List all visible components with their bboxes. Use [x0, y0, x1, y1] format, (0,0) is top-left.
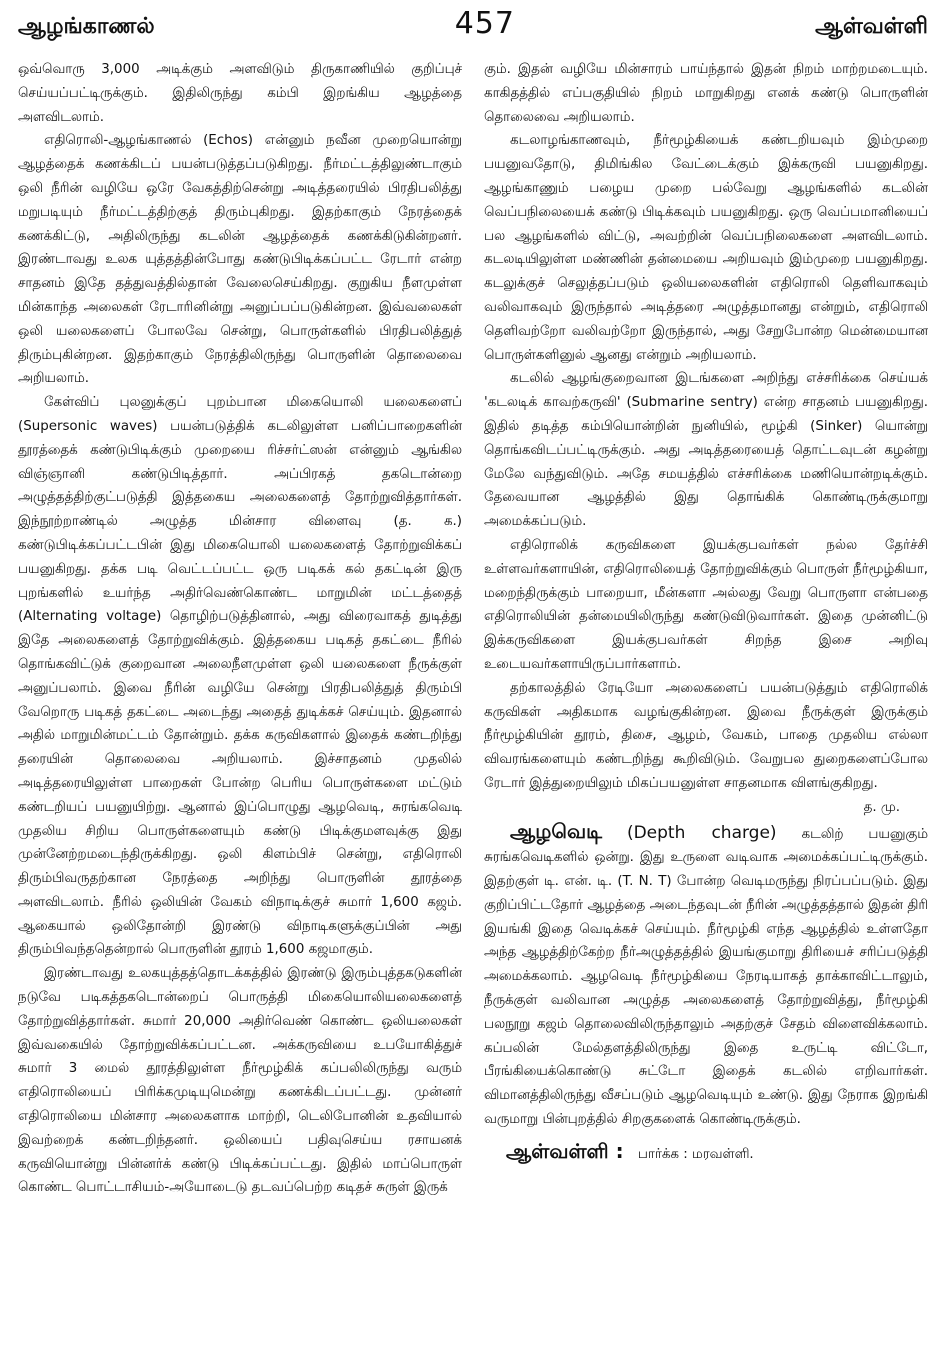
crossref-headword: ஆள்வள்ளி : — [506, 1138, 624, 1163]
left-paragraph-1: ஒவ்வொரு 3,000 அடிக்கும் அளவிடும் திருகாணியில் குறிப்புச் செய்யப்பட்டிருக்கும். இதிலிருந்து கம்பி இறங்கிய ஆழத்தை அளவிடலாம். — [18, 62, 462, 125]
right-column — [484, 58, 928, 1348]
left-column — [18, 58, 462, 1348]
running-head — [18, 6, 928, 50]
running-head-right: ஆள்வள்ளி — [815, 14, 928, 39]
author-signature: த. மு. — [863, 799, 900, 815]
entry-body: கடலிற் பயனுகும் சுரங்கவெடிகளில் ஒன்று. இது உருளை வடிவாக அமைக்கப்பட்டிருக்கும். இதற்குள் டி. என். டி. (T. N. T) போன்ற வெடிமருந்து நிரப்பப்படும். இது குறிப்பிட்டதோர் ஆழத்தை அடைந்தவுடன் நீரின் அழுத்தத்தால் இதன் திரி இயங்கி இதை வெடிக்கச் செய்யும். நீர்மூழ்கி எந்த ஆழத்தில் உள்ளதோ அந்த ஆழத்திற்கேற்ற நீர்அழுத்தத்தில் இயங்குமாறு திரியைச் சரிப்படுத்தி அமைக்கலாம். ஆழவெடி நீர்மூழ்கியை நேரடியாகத் தாக்காவிட்டாலும், நீருக்குள் வலிவான அழுத்த அலைகளைத் தோற்றுவித்து, நீர்மூழ்கி பலநூறு கஜம் தொலைவிலிருந்தாலும் அதற்குச் சேதம் விளைவிக்கலாம். கப்பலின் மேல்தளத்திலிருந்து இதை உருட்டி விட்டோ, பீரங்கியைக்கொண்டு சுட்டோ இதைக் கடலில் எறிவார்கள். விமானத்திலிருந்து வீசப்படும் ஆழவெடியும் உண்டு. இது நேராக இறங்கி வருமாறு பின்புறத்தில் சிறகுகளைக் கொண்டிருக்கும். — [484, 826, 928, 1128]
running-head-left: ஆழங்காணல் — [18, 14, 155, 39]
right-paragraph-4: எதிரொலிக் கருவிகளை இயக்குபவர்கள் நல்ல தேர்ச்சி உள்ளவர்களாயின், எதிரொலியைத் தோற்றுவிக்கும் பொருள் நீர்மூழ்கியா, மறைந்திருக்கும் பாறையா, மீன்களா அல்லது வேறு பொருளா என்பதை எதிரொலியின் தன்மையிலிருந்து கண்டுவிடுவார்கள். இதை முன்னிட்டு இக்கருவிகளை இயக்குபவர்கள் சிறந்த இசை அறிவு உடையவர்களாயிருப்பார்களாம். — [484, 537, 928, 672]
right-paragraph-3: கடலில் ஆழங்குறைவான இடங்களை அறிந்து எச்சரிக்கை செய்யக் 'கடலடிக் காவற்கருவி' (Submarine sentry) என்ற சாதனம் பயனுகிறது. இதில் தடித்த கம்பியொன்றின் நுனியில், மூழ்கி (Sinker) யொன்று தொங்கவிடப்பட்டிருக்கும். அது அடித்தரையைத் தொட்டவுடன் கழன்று மேலே வந்துவிடும். அதே சமயத்தில் எச்சரிக்கை மணியொன்றடிக்கும். தேவையான ஆழத்தில் இது தொங்கிக் கொண்டிருக்குமாறு அமைக்கப்படும். — [484, 371, 928, 530]
entry-headword: ஆழவெடி — [510, 818, 603, 843]
left-paragraph-3: கேள்விப் புலனுக்குப் புறம்பான மிகையொலி யலைகளைப் (Supersonic waves) பயன்படுத்திக் கடலிலுள்ள பனிப்பாறைகளின் தூரத்தைக் கண்டுபிடிக்கும் முறையை ரிச்சர்ட்ஸன் என்னும் ஆங்கில விஞ்ஞானி கண்டுபிடித்தார். அப்பிரகத் தகடொன்றை அழுத்தத்திற்குட்படுத்தி இத்தகைய அலைகளைத் தோற்றுவித்தார்கள். இந்நூற்றாண்டில் அழுத்த மின்சார விளைவு (த. க.) கண்டுபிடிக்கப்பட்டபின் இது மிகையொலி யலைகளைத் தோற்றுவிக்கப் பயனுகிறது. தக்க படி வெட்டப்பட்ட ஒரு படிகக் கல் தகட்டின் இரு புறங்களில் உயர்ந்த அதிர்வெண்கொண்ட மாறுமின் மட்டத்தைத் (Alternating voltage) தொழிற்படுத்தினால், அது விரைவாகத் துடித்து இதே அலைகளைத் தோற்றுவிக்கும். இத்தகைய படிகத் தகட்டை நீரில் தொங்கவிட்டுக் குறைவான அலைநீளமுள்ள ஒலி யலைகளை நீருக்குள் அனுப்பலாம். இவை நீரின் வழியே சென்று பிரதிபலித்துத் திரும்பி வேறொரு படிகத் தகட்டை அடைந்து அதைத் துடிக்கச் செய்யும். இதனால் அதில் மாறுமின்மட்டம் தோன்றும். தக்க கருவிகளால் இதைக் கண்டறிந்து தரையின் தொலைவை அறியலாம். இச்சாதனம் முதலில் அடித்தரையிலுள்ள பாறைகள் போன்ற பெரிய பொருள்களை மட்டும் கண்டறியப் பயனுயிற்று. ஆனால் இப்பொழுது ஆழவெடி, சுரங்கவெடி முதலிய சிறிய பொருள்களையும் கண்டு பிடிக்குமளவுக்கு இது முன்னேற்றமடைந்திருக்கிறது. ஒலி கிளம்பிச் சென்று, எதிரொலி திரும்பிவருதற்கான நேரத்தை அறிந்து பொருளின் தூரத்தை அளவிடலாம். நீரில் ஒலியின் வேகம் விநாடிக்குச் சுமார் 1,600 கஜம். ஆகையால் ஒலிதோன்றி இரண்டு விநாடிகளுக்குப்பின் அது திரும்பிவந்ததென்றால் பொருளின் தூரம் 1,600 கஜமாகும். — [18, 395, 462, 958]
right-paragraph-2: கடலாழங்காணவும், நீர்மூழ்கியைக் கண்டறியவும் இம்முறை பயனுவதோடு, திமிங்கில வேட்டைக்கும் இக்கருவி பயனுகிறது. ஆழங்காணும் பழைய முறை பல்வேறு ஆழங்களில் கடலின் வெப்பநிலையைக் கண்டு பிடிக்கவும் பயனுகிறது. ஒரு வெப்பமானியைப் பல ஆழங்களில் விட்டு, அவற்றின் வெப்பநிலைகளை அளவிடலாம். கடலடியிலுள்ள மண்ணின் தன்மையை அறியவும் இம்முறை பயனுகிறது. கடலுக்குச் செலுத்தப்படும் ஒலியலைகளின் எதிரொலி தெளிவாகவும் வலிவாகவும் இருந்தால் அடித்தரை அழுத்தமானது என்றும், எதிரொலி தெளிவற்றோ வலிவற்றோ இருந்தால், அது சேறுபோன்ற மென்மையான பொருள்களினுல் ஆனது என்றும் அறியலாம். — [484, 133, 928, 363]
entry-english-gloss: (Depth charge) — [626, 822, 777, 843]
right-paragraph-5: தற்காலத்தில் ரேடியோ அலைகளைப் பயன்படுத்தும் எதிரொலிக் கருவிகள் அதிகமாக வழங்குகின்றன. இவை நீருக்குள் இருக்கும் நீர்மூழ்கியின் தூரம், திசை, ஆழம், வேகம், பாதை முதலிய எல்லா விவரங்களையும் கண்டறிந்து கூறிவிடும். வேறுபல துறைகளைப்போல ரேடார் இத்துறையிலும் மிகப்பயனுள்ள சாதனமாக விளங்குகிறது. — [484, 680, 928, 791]
crossref-target: பார்க்க : மரவள்ளி. — [637, 1146, 754, 1162]
page-number: 457 — [454, 6, 515, 41]
two-column-body — [18, 58, 928, 1348]
left-paragraph-2: எதிரொலி-ஆழங்காணல் (Echos) என்னும் நவீன முறையொன்று ஆழத்தைக் கணக்கிடப் பயன்படுத்தப்படுகிறது. நீர்மட்டத்திலுண்டாகும் ஒலி நீரின் வழியே ஒரே வேகத்திற்சென்று அடித்தரையில் பிரதிபலித்து மறுபடியும் நீர்மட்டத்திற்குத் திரும்புகிறது. இதற்காகும் நேரத்தைக் கணக்கிட்டு, அதிலிருந்து கடலின் ஆழத்தைக் கணக்கிடுகின்றனர். இரண்டாவது உலக யுத்தத்தின்போது கண்டுபிடிக்கப்பட்ட ரேடார் என்ற சாதனம் இதே தத்துவத்தில்தான் வேலைசெய்கிறது. குறுகிய நீளமுள்ள மின்காந்த அலைகள் ரேடாரினின்று அனுப்பப்படுகின்றன. இவ்வலைகள் ஒலி யலைகளைப் போலவே சென்று, பொருள்களில் பிரதிபலித்துத் திரும்புகின்றன. இதற்காகும் நேரத்திலிருந்து பொருளின் தொலைவை அறியலாம். — [18, 133, 462, 387]
right-paragraph-1: கும். இதன் வழியே மின்சாரம் பாய்ந்தால் இதன் நிறம் மாற்றமடையும். காகிதத்தில் எப்பகுதியில் நிறம் மாறுகிறது எனக் கண்டு பொருளின் தொலைவை அறியலாம். — [484, 62, 928, 125]
entry-depth-charge — [484, 820, 928, 1132]
cross-reference — [484, 1138, 928, 1168]
left-paragraph-4: இரண்டாவது உலகயுத்தத்தொடக்கத்தில் இரண்டு இரும்புத்தகடுகளின் நடுவே படிகத்தகடொன்றைப் பொருத்தி மிகையொலியலைகளைத் தோற்றுவித்தார்கள். சுமார் 20,000 அதிர்வெண் கொண்ட ஒலியலைகள் இவ்வகையில் தோற்றுவிக்கப்பட்டன. அக்கருவியை உபயோகித்துச் சுமார் 3 மைல் தூரத்திலுள்ள நீர்மூழ்கிக் கப்பலிலிருந்து வரும் எதிரொலியைப் பிரிக்கமுடியுமென்று கணக்கிடப்பட்டது. முன்னர் எதிரொலியை மின்சார அலைகளாக மாற்றி, டெலிபோனின் உதவியால் இவற்றைக் கண்டறிந்தனர். ஒலியைப் பதிவுசெய்ய ரசாயனக் கருவியொன்று பின்னர்க் கண்டு பிடிக்கப்பட்டது. இதில் மாப்பொருள் கொண்ட பொட்டாசியம்-அயோடைடு தடவப்பெற்ற கடிதச் சுருள் இருக் — [18, 966, 462, 1196]
